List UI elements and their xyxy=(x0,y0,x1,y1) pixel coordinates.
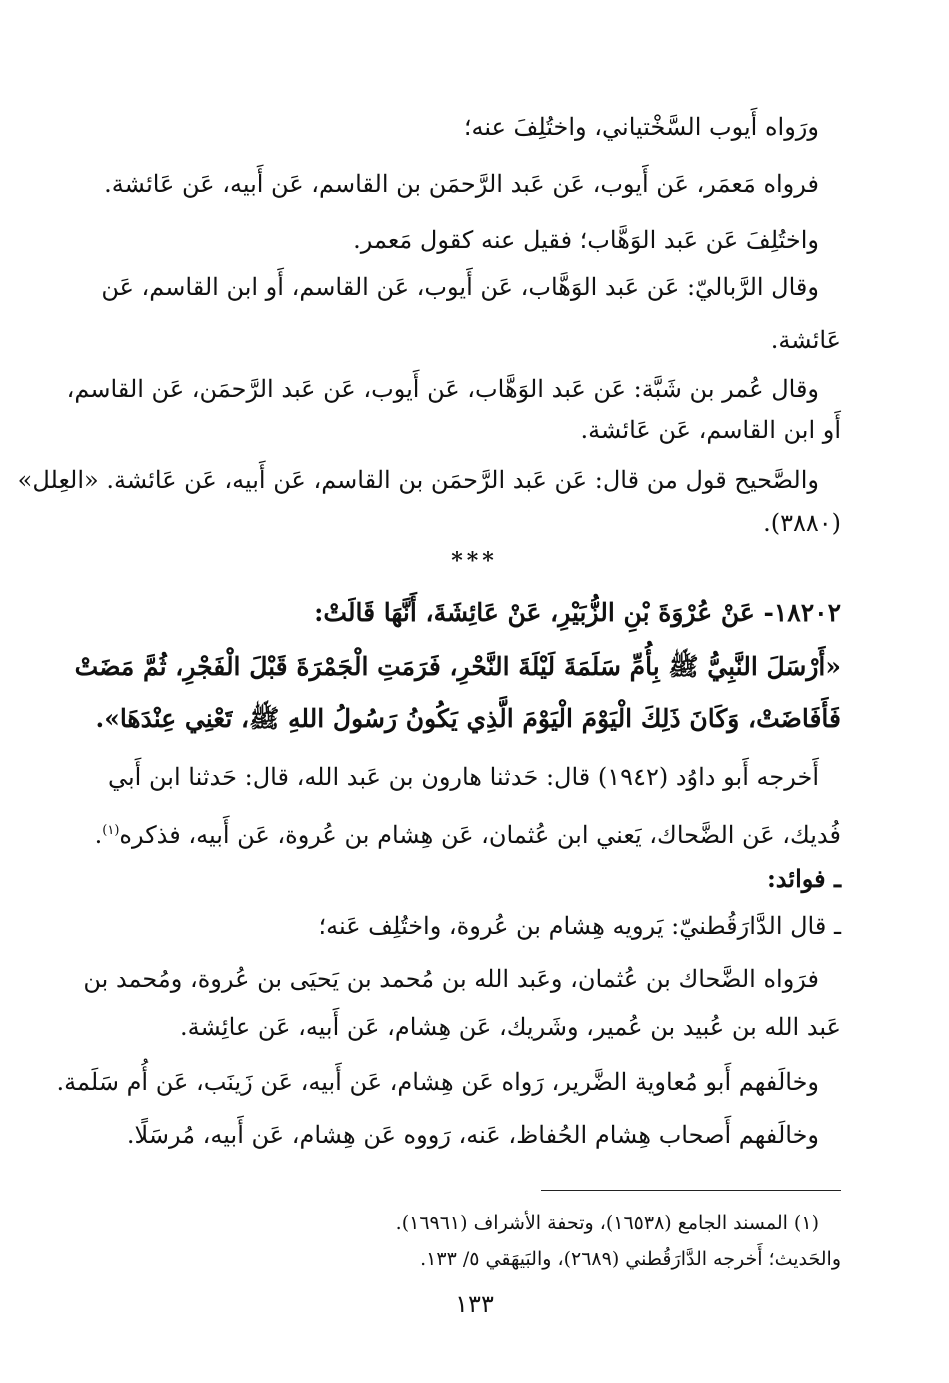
body-line: عَائشة. xyxy=(770,326,841,354)
hadith-number-line: ١٨٢٠٢- عَنْ عُرْوَةَ بْنِ الزُّبَيْرِ، عَنْ عَائِشَةَ، أَنَّهَا قَالَتْ: xyxy=(314,598,841,627)
takhrij-line: أَخرجه أَبو داوُد (١٩٤٢) قال: حَدثنا هارون بن عَبد الله، قال: حَدثنا ابن أَبي xyxy=(108,763,820,791)
page-number: ١٣٣ xyxy=(455,1290,494,1318)
fawaid-heading: ـ فوائد: xyxy=(766,864,841,893)
body-line: أَو ابن القاسم، عَن عَائشة. xyxy=(580,416,841,444)
body-line: والصَّحيح قول من قال: عَن عَبد الرَّحمَن بن القاسم، عَن أَبيه، عَن عَائشة. «العِلل» xyxy=(17,466,819,494)
takhrij-line: فُديك، عَن الضَّحاك، يَعني ابن عُثمان، عَن هِشام بن عُروة، عَن أَبيه، فذكره$^{(١)}$. xyxy=(94,821,841,849)
fawaid-line: وخالَفهم أَصحاب هِشام الحُفاظ، عَنه، رَووه عَن هِشام، عَن أَبيه، مُرسَلًا. xyxy=(126,1121,819,1149)
fawaid-line: عَبد الله بن عُبيد بن عُمير، وشَريك، عَن هِشام، عَن أَبيه، عَن عائِشة. xyxy=(180,1013,841,1041)
footnote-rule xyxy=(541,1190,841,1191)
body-line: وقال الرَّباليّ: عَن عَبد الوَهَّاب، عَن أَيوب، عَن القاسم، أَو ابن القاسم، عَن xyxy=(101,273,819,301)
takhrij-text: فُديك، عَن الضَّحاك، يَعني ابن عُثمان، عَن هِشام بن عُروة، عَن أَبيه، فذكره xyxy=(119,821,841,849)
body-line: وقال عُمر بن شَبَّة: عَن عَبد الوَهَّاب، عَن أَيوب، عَن عَبد الرَّحمَن، عَن القاسم، xyxy=(66,375,819,403)
body-line: فرواه مَعمَر، عَن أَيوب، عَن عَبد الرَّحمَن بن القاسم، عَن أَبيه، عَن عَائشة. xyxy=(104,170,819,198)
body-line: ورَواه أَيوب السَّخْتياني، واختُلِفَ عنه؛ xyxy=(463,113,819,141)
fawaid-line: وخالَفهم أَبو مُعاوية الضَّرير، رَواه عَن هِشام، عَن أَبيه، عَن زَينَب، عَن أُم سَلَمة. xyxy=(56,1068,819,1096)
footnote-line: (١) المسند الجامع (١٦٥٣٨)، وتحفة الأشراف (١٦٩٦١). xyxy=(395,1212,819,1234)
hadith-text-line: فَأَفَاضَتْ، وَكَانَ ذَلِكَ الْيَوْمَ الْيَوْمَ الَّذِي يَكُونُ رَسُولُ اللهِ ﷺ، تَعْنِي عِنْدَهَا». xyxy=(95,704,841,733)
body-line: (٣٨٨٠). xyxy=(763,509,841,537)
body-line: واختُلِفَ عَن عَبد الوَهَّاب؛ فقيل عنه كقول مَعمر. xyxy=(353,226,819,254)
footnote-line: والحَديث؛ أَخرجه الدَّارَقُطني (٢٦٨٩)، والبَيهَقي ٥/ ١٣٣. xyxy=(420,1248,841,1270)
section-separator: *** xyxy=(451,548,498,574)
fawaid-line: ـ قال الدَّارَقُطنيّ: يَرويه هِشام بن عُروة، واختُلِف عَنه؛ xyxy=(318,912,841,940)
page xyxy=(17,108,841,1343)
hadith-text-line: «أَرْسَلَ النَّبِيُّ ﷺ بِأُمِّ سَلَمَةَ لَيْلَةَ النَّحْرِ، فَرَمَتِ الْجَمْرَةَ قَبْلَ الْفَجْرِ، ثُمَّ مَضَتْ xyxy=(74,652,841,681)
fawaid-line: فرَواه الضَّحاك بن عُثمان، وعَبد الله بن مُحمد بن يَحيَى بن عُروة، ومُحمد بن xyxy=(83,965,819,993)
footnote-marker: (١) xyxy=(102,823,120,838)
